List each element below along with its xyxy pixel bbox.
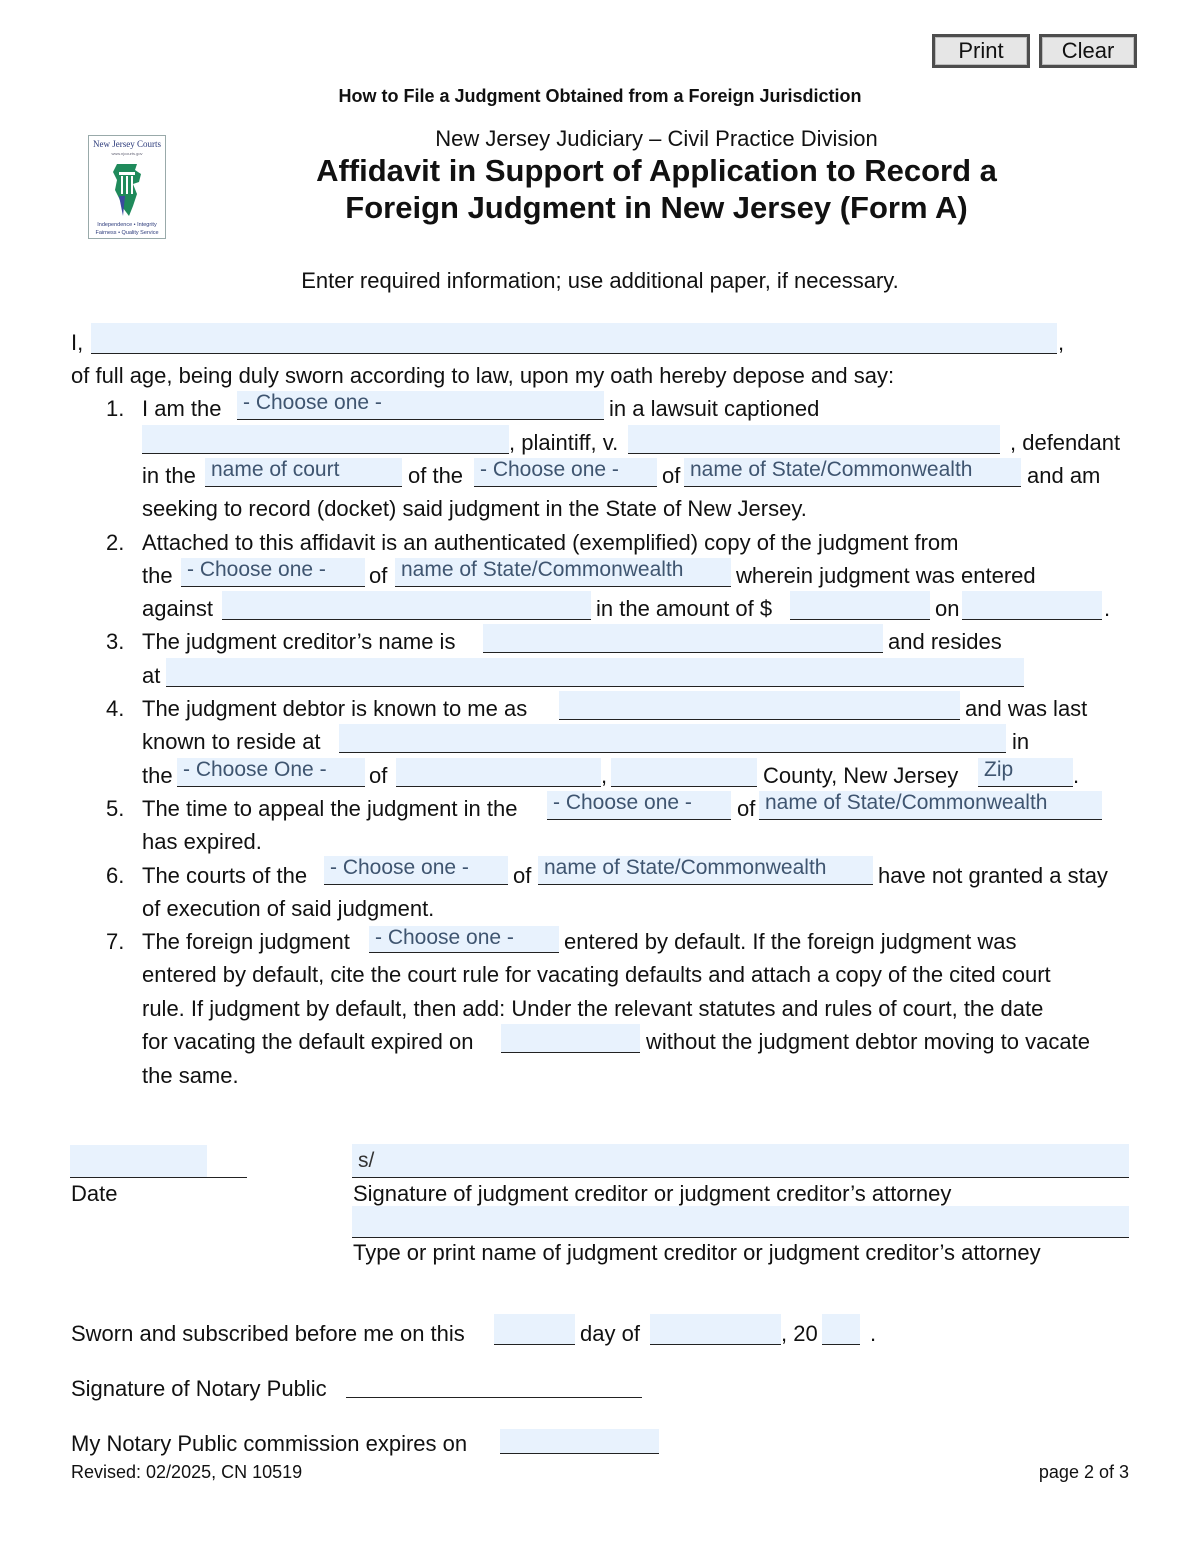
defendant-field[interactable] — [628, 425, 1000, 454]
state-field[interactable]: name of State/Commonwealth — [395, 558, 731, 587]
sworn-text: . — [870, 1321, 877, 1346]
item7-text: entered by default. If the foreign judgment was — [564, 929, 1017, 954]
logo-motto-1: Independence • Integrity — [97, 222, 157, 228]
sworn-month-field[interactable] — [650, 1314, 781, 1345]
item2-text: wherein judgment was entered — [736, 563, 1036, 588]
item3-text: The judgment creditor’s name is — [142, 629, 456, 654]
debtor-address-field[interactable] — [339, 724, 1006, 753]
jurisdiction-type-select[interactable]: - Choose one - — [181, 558, 365, 587]
notary-signature-line — [346, 1397, 642, 1398]
item1-text: , plaintiff, v. — [509, 430, 619, 455]
sworn-text: , 20 — [781, 1321, 818, 1346]
logo-motto-2: Fairness • Quality Service — [95, 230, 159, 236]
item1-text: , defendant — [1010, 430, 1121, 455]
date-line — [70, 1177, 247, 1178]
item7-text: rule. If judgment by default, then add: Under the relevant statutes and rules of court, the date — [142, 996, 1044, 1021]
item6-text: have not granted a stay — [878, 863, 1108, 888]
printed-name-label: Type or print name of judgment creditor or judgment creditor’s attorney — [353, 1240, 1041, 1265]
date-label: Date — [71, 1181, 118, 1206]
item5-text: has expired. — [142, 829, 262, 854]
item1-text: seeking to record (docket) said judgment in the State of New Jersey. — [142, 496, 807, 521]
commission-label: My Notary Public commission expires on — [71, 1431, 468, 1456]
item2-text: the — [142, 563, 173, 588]
printed-name-field[interactable] — [352, 1206, 1129, 1238]
county-field[interactable] — [611, 758, 757, 787]
logo-sub: www.njcourts.gov — [111, 151, 143, 156]
sworn-text: day of — [580, 1321, 640, 1346]
item1-text: in the — [142, 463, 196, 488]
item7-text: The foreign judgment — [142, 929, 350, 954]
judgment-against-field[interactable] — [222, 591, 591, 620]
item-number: 1. — [106, 396, 125, 421]
item-number: 2. — [106, 530, 125, 555]
item5-text: The time to appeal the judgment in the — [142, 796, 518, 821]
default-status-select[interactable]: - Choose one - — [369, 926, 559, 953]
municipality-field[interactable] — [396, 758, 601, 787]
intro-depose: of full age, being duly sworn according to law, upon my oath hereby depose and say: — [71, 363, 895, 388]
item1-text: of — [662, 463, 681, 488]
signature-label: Signature of judgment creditor or judgment creditor’s attorney — [353, 1181, 952, 1206]
item4-text: County, New Jersey — [763, 763, 959, 788]
sworn-day-field[interactable] — [494, 1314, 575, 1345]
item-number: 4. — [106, 696, 125, 721]
default-expiry-date-field[interactable] — [501, 1024, 640, 1053]
item4-text: . — [1073, 763, 1080, 788]
creditor-address-field[interactable] — [166, 658, 1024, 687]
item2-text: in the amount of $ — [596, 596, 773, 621]
item2-text: Attached to this affidavit is an authenticated (exemplified) copy of the judgment from — [142, 530, 959, 555]
item4-text: , — [601, 763, 608, 788]
jurisdiction-type-select[interactable]: - Choose one - — [324, 856, 508, 885]
item2-text: . — [1104, 596, 1111, 621]
debtor-name-field[interactable] — [559, 691, 960, 720]
judgment-date-field[interactable] — [962, 591, 1102, 620]
item7-text: without the judgment debtor moving to vacate — [646, 1029, 1090, 1054]
revision-note: Revised: 02/2025, CN 10519 — [71, 1462, 303, 1482]
creditor-name-field[interactable] — [483, 624, 883, 653]
jurisdiction-type-select[interactable]: - Choose one - — [547, 791, 731, 820]
plaintiff-field[interactable] — [142, 425, 509, 454]
how-to-heading: How to File a Judgment Obtained from a Foreign Jurisdiction — [338, 86, 862, 106]
sworn-text: Sworn and subscribed before me on this — [71, 1321, 465, 1346]
form-title-line-1: Affidavit in Support of Application to Record a — [316, 153, 997, 188]
sworn-year-field[interactable] — [822, 1314, 860, 1345]
item4-text: in — [1012, 729, 1030, 754]
item7-text: entered by default, cite the court rule for vacating defaults and attach a copy of the cited court — [142, 962, 1051, 987]
item-number: 7. — [106, 929, 125, 954]
municipality-type-select[interactable]: - Choose One - — [177, 758, 365, 787]
amount-field[interactable] — [790, 591, 930, 620]
commission-expiry-field[interactable] — [500, 1429, 659, 1454]
item6-text: The courts of the — [142, 863, 308, 888]
intro-comma: , — [1058, 330, 1065, 355]
item7-text: the same. — [142, 1063, 239, 1088]
state-field[interactable]: name of State/Commonwealth — [538, 856, 873, 885]
item7-text: for vacating the default expired on — [142, 1029, 474, 1054]
jurisdiction-type-select[interactable]: - Choose one - — [474, 458, 657, 487]
state-field[interactable]: name of State/Commonwealth — [684, 458, 1021, 487]
item-number: 5. — [106, 796, 125, 821]
clear-button[interactable]: Clear — [1039, 34, 1137, 68]
item1-text: and am — [1027, 463, 1101, 488]
item6-text: of execution of said judgment. — [142, 896, 435, 921]
court-name-field[interactable]: name of court — [205, 458, 402, 487]
item2-text: against — [142, 596, 213, 621]
date-field[interactable] — [70, 1145, 207, 1178]
party-role-select[interactable]: - Choose one - — [237, 391, 604, 420]
item-number: 6. — [106, 863, 125, 888]
logo-name: New Jersey Courts — [93, 139, 161, 149]
item5-text: of — [737, 796, 756, 821]
item4-text: and was last — [965, 696, 1088, 721]
item4-text: of — [369, 763, 388, 788]
nj-courts-logo — [88, 135, 166, 239]
affiant-name-field[interactable] — [91, 323, 1057, 354]
intro-i: I, — [71, 330, 84, 355]
item4-text: the — [142, 763, 173, 788]
notary-signature-label: Signature of Notary Public — [71, 1376, 327, 1401]
item2-text: on — [935, 596, 960, 621]
state-field[interactable]: name of State/Commonwealth — [759, 791, 1102, 820]
item1-text: I am the — [142, 396, 222, 421]
item3-text: and resides — [888, 629, 1002, 654]
item4-text: The judgment debtor is known to me as — [142, 696, 528, 721]
item6-text: of — [513, 863, 532, 888]
page-number: page 2 of 3 — [1038, 1462, 1129, 1482]
print-button[interactable]: Print — [932, 34, 1030, 68]
zip-field[interactable]: Zip — [978, 758, 1073, 787]
item1-text: of the — [408, 463, 464, 488]
item-number: 3. — [106, 629, 125, 654]
item2-text: of — [369, 563, 388, 588]
item4-text: known to reside at — [142, 729, 321, 754]
form-title-line-2: Foreign Judgment in New Jersey (Form A) — [345, 190, 968, 225]
item1-text: in a lawsuit captioned — [609, 396, 820, 421]
item3-text: at — [142, 663, 161, 688]
division-text: New Jersey Judiciary – Civil Practice Division — [435, 126, 878, 151]
signature-field[interactable]: s/ — [352, 1144, 1129, 1178]
instructions: Enter required information; use additional paper, if necessary. — [301, 268, 899, 293]
